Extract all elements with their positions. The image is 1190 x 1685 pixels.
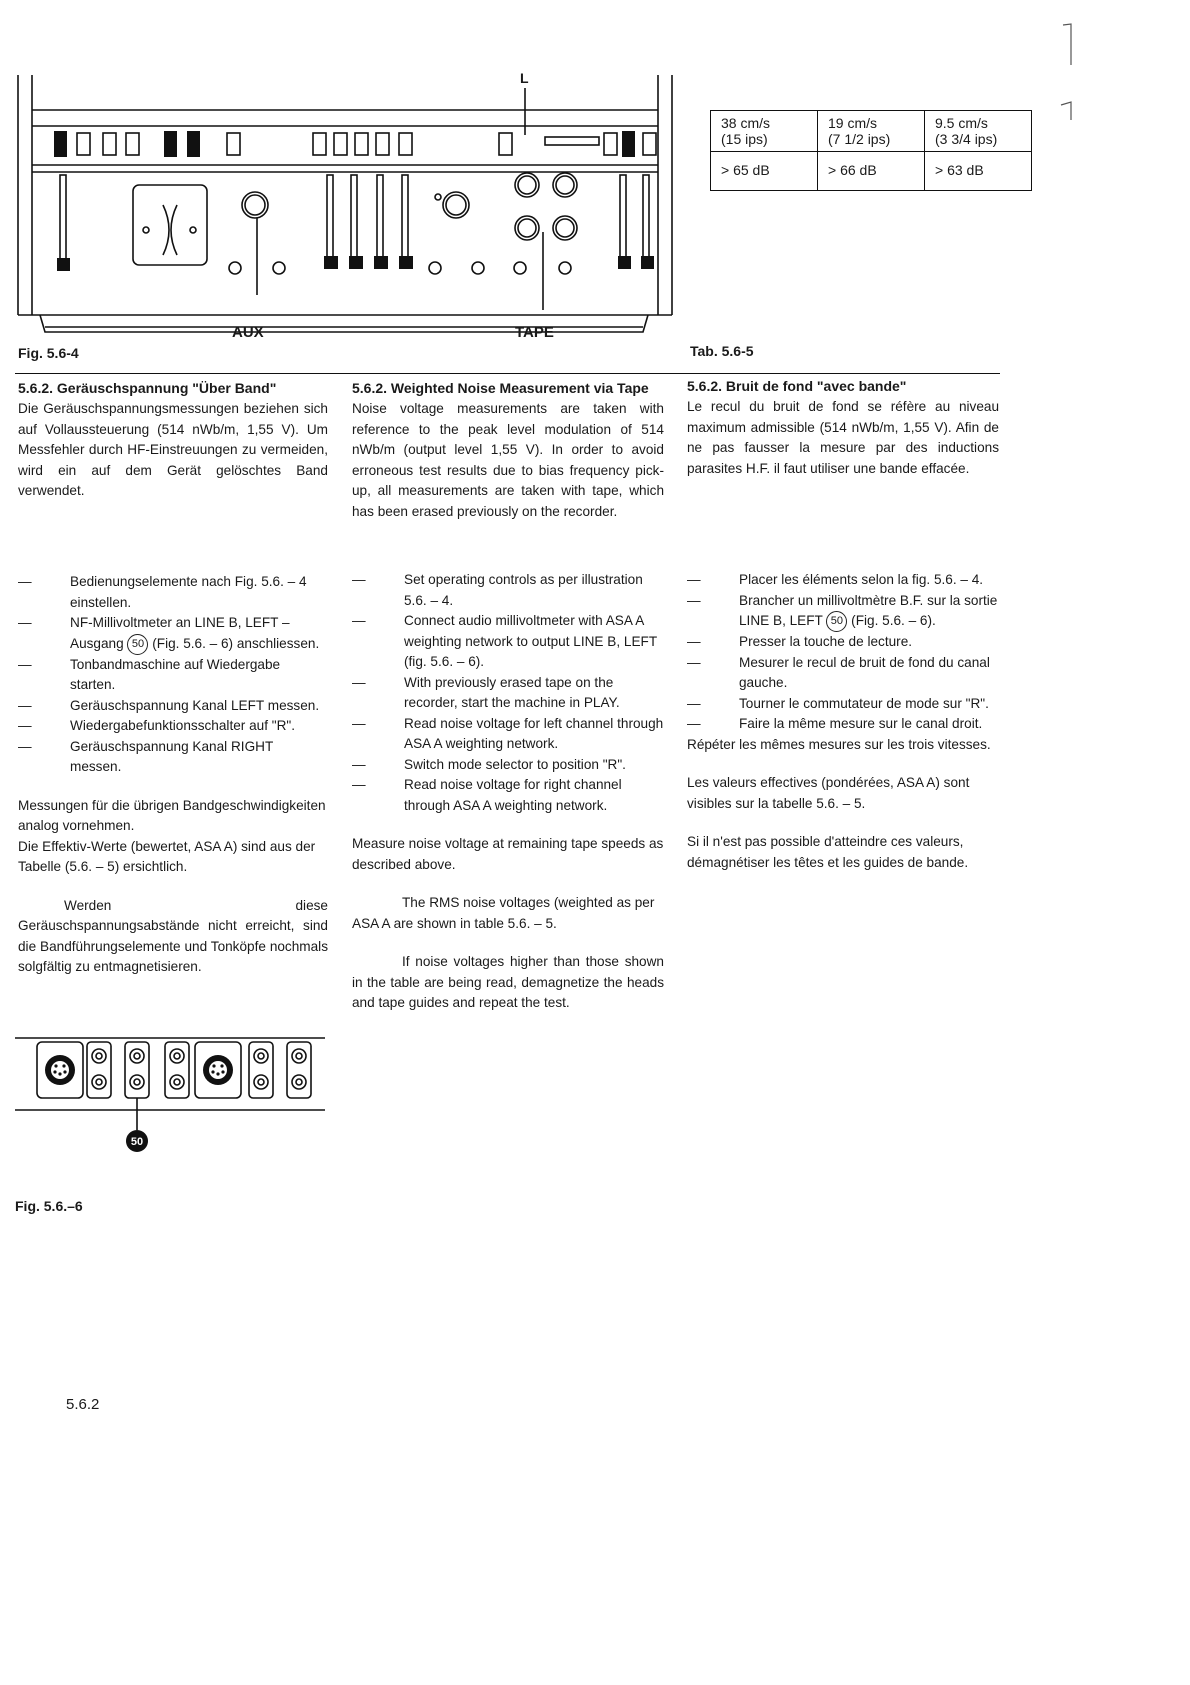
list-item: — Faire la même mesure sur le canal droit.: [687, 716, 983, 731]
page-number: 5.6.2: [66, 1396, 100, 1413]
intro-french: Le recul du bruit de fond se réfère au niveau maximum admissible (514 nWb/m, 1,55 V). Afin de ne pas fausser la mesure par des inductions parasites H.F. il faut utiliser une bande effacée.: [687, 399, 999, 476]
figure-caption-bottom: Fig. 5.6.–6: [15, 1198, 83, 1214]
figure-label-tape: TAPE: [515, 324, 554, 341]
paragraph: Répéter les mêmes mesures sur les trois vitesses.: [687, 736, 991, 752]
table-header-cell: 19 cm/s (7 1/2 ips): [818, 111, 925, 152]
list-item: — Placer les éléments selon la fig. 5.6. – 4.: [687, 572, 984, 587]
list-item: — NF-Millivoltmeter an LINE B, LEFT – Ausgang 50 (Fig. 5.6. – 6) anschliessen.: [18, 613, 328, 655]
list-item: — Geräuschspannung Kanal RIGHT messen.: [18, 738, 274, 774]
list-item: — Set operating controls as per illustration 5.6. – 4.: [352, 572, 643, 608]
noise-table: [710, 110, 1032, 191]
ref-circle-50: 50: [127, 634, 148, 655]
steps-german: [18, 572, 328, 978]
list-item: — Wiedergabefunktionsschalter auf "R".: [18, 718, 296, 733]
paragraph: Measure noise voltage at remaining tape speeds as described above.: [352, 836, 664, 872]
list-item: — Mesurer le recul de bruit de fond du canal gauche.: [687, 654, 990, 690]
column-english: [352, 380, 664, 522]
list-item: — Bedienungselemente nach Fig. 5.6. – 4 einstellen.: [18, 574, 307, 610]
list-item: — Presser la touche de lecture.: [687, 634, 913, 649]
list-item: — With previously erased tape on the recorder, start the machine in PLAY.: [352, 674, 620, 710]
paragraph: Les valeurs effectives (pondérées, ASA A) sont visibles sur la tabelle 5.6. – 5.: [687, 775, 970, 811]
paragraph: If noise voltages higher than those shown in the table are being read, demagnetize the heads and tape guides and repeat the test.: [352, 954, 664, 1010]
list-item: — Connect audio millivoltmeter with ASA A weighting network to output LINE B, LEFT (fig. 5.6. – 6).: [352, 613, 657, 669]
table-cell: > 66 dB: [818, 152, 925, 191]
paragraph: Werden diese Geräuschspannungsabstände nicht erreicht, sind die Bandführungselemente und Tonköpfe nochmals solgfältig zu entmagnetisieren.: [18, 897, 328, 974]
steps-english: [352, 570, 664, 1014]
output-sockets-drawing: [15, 1030, 335, 1180]
list-item: — Brancher un millivoltmètre B.F. sur la sortie LINE B, LEFT 50 (Fig. 5.6. – 6).: [687, 591, 999, 633]
list-item: — Read noise voltage for right channel through ASA A weighting network.: [352, 777, 622, 813]
figure-caption-top: Fig. 5.6-4: [18, 345, 79, 361]
column-french: [687, 378, 999, 479]
list-item: — Read noise voltage for left channel through ASA A weighting network.: [352, 715, 664, 751]
paragraph: The RMS noise voltages (weighted as per ASA A are shown in table 5.6. – 5.: [352, 895, 655, 931]
list-item: — Tourner le commutateur de mode sur "R".: [687, 695, 989, 711]
table-cell: > 63 dB: [925, 152, 1032, 191]
section-heading-english: 5.6.2. Weighted Noise Measurement via Tape: [352, 380, 649, 396]
paragraph: Messungen für die übrigen Bandgeschwindigkeiten analog vornehmen.: [18, 797, 326, 833]
steps-french: [687, 570, 999, 873]
table-header-row: [711, 111, 1032, 152]
intro-english: Noise voltage measurements are taken with reference to the peak level modulation of 514 nWb/m (output level 1,55 V). In order to avoid erroneous test results due to bias frequency pick-up, all measurements are taken with tape, which has been erased previously on the recorder.: [352, 401, 664, 519]
section-heading-french: 5.6.2. Bruit de fond "avec bande": [687, 378, 907, 394]
list-item: — Switch mode selector to position "R".: [352, 756, 626, 772]
table-header-cell: 9.5 cm/s (3 3/4 ips): [925, 111, 1032, 152]
intro-german: Die Geräuschspannungsmessungen beziehen sich auf Vollaussteuerung (514 nWb/m, 1,55 V). Um Messfehler durch HF-Einstreuungen zu vermeiden, wird ein auf dem Gerät gelöschtes Band verwendet.: [18, 401, 328, 498]
scan-edge-artifacts: [1045, 20, 1075, 120]
table-header-cell: 38 cm/s (15 ips): [711, 111, 818, 152]
recorder-front-panel-drawing: [15, 70, 685, 370]
figure-5-6-4: [15, 70, 685, 370]
figure-label-aux: AUX: [232, 324, 264, 341]
table-caption: Tab. 5.6-5: [690, 343, 754, 359]
list-item: — Tonbandmaschine auf Wiedergabe starten.: [18, 656, 281, 692]
table-row: [711, 152, 1032, 191]
table-cell: > 65 dB: [711, 152, 818, 191]
section-heading-german: 5.6.2. Geräuschspannung "Über Band": [18, 380, 277, 396]
ref-circle-50: 50: [826, 611, 847, 632]
figure-label-l: L: [520, 70, 529, 86]
paragraph: Die Effektiv-Werte (bewertet, ASA A) sind aus der Tabelle (5.6. – 5) ersichtlich.: [18, 838, 316, 874]
list-item: — Geräuschspannung Kanal LEFT messen.: [18, 697, 320, 713]
callout-50-label: 50: [130, 1136, 144, 1148]
section-divider: [15, 373, 1000, 374]
figure-5-6-6: [15, 1030, 335, 1180]
column-german: [18, 380, 328, 502]
paragraph: Si il n'est pas possible d'atteindre ces valeurs, démagnétiser les têtes et les guides de bande.: [687, 834, 969, 870]
